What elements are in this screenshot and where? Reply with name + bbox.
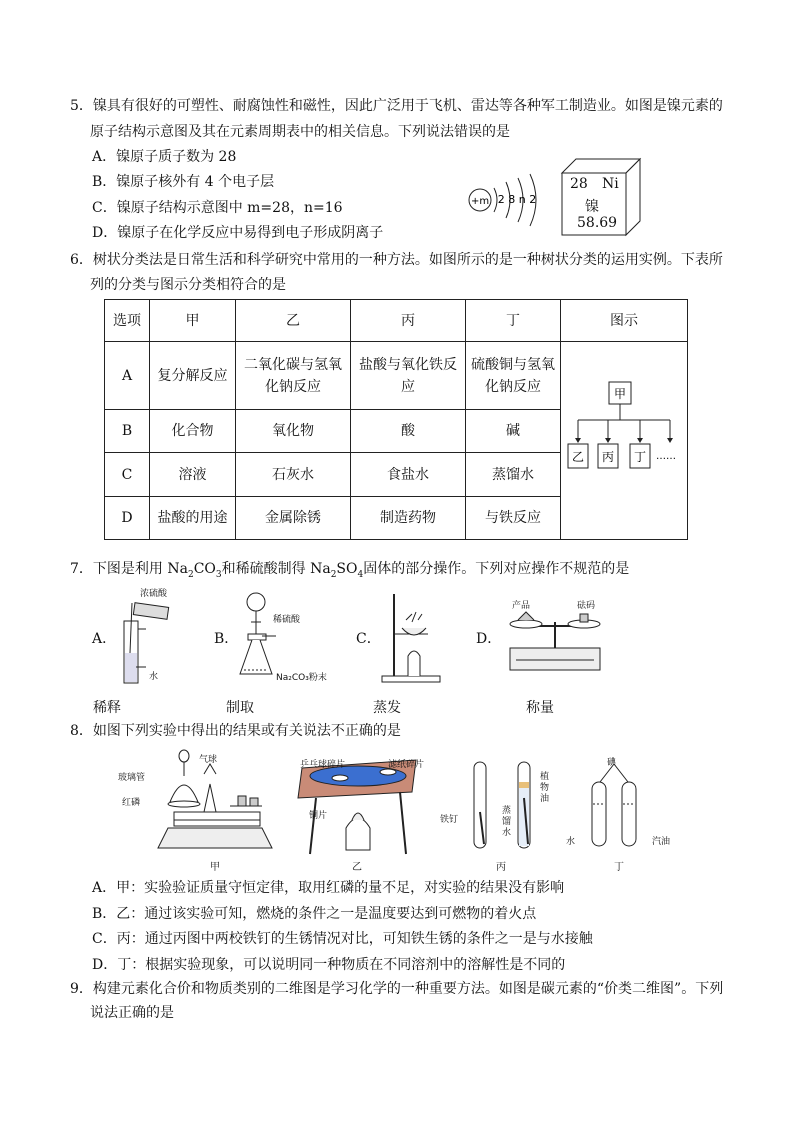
tree-leaf: 乙 xyxy=(571,450,585,464)
table-cell: 与铁反应 xyxy=(466,496,561,539)
label-iodine: 碘 xyxy=(607,758,617,768)
label-nail: 铁钉 xyxy=(440,815,459,825)
q5-stem-line2: 原子结构示意图及其在元素周期表中的相关信息。下列说法错误的是 xyxy=(90,124,510,140)
q7-sub: 3 xyxy=(215,569,222,580)
q7-sub: 4 xyxy=(357,569,364,580)
tree-diagram-cell xyxy=(561,342,688,540)
q5-option-a: A．镍原子质子数为 28 xyxy=(92,149,237,165)
label-product: 产品 xyxy=(512,601,531,611)
q7-sub: 2 xyxy=(187,569,194,580)
q8-caption-bing: 丙 xyxy=(496,862,506,873)
element-mass: 58.69 xyxy=(577,215,618,231)
q8-stem: 8．如图下列实验中得出的结果或有关说法不正确的是 xyxy=(70,723,401,739)
q8-option-d: D．丁：根据实验现象，可以说明同一种物质在不同溶剂中的溶解性是不同的 xyxy=(92,957,566,973)
tree-leaf: 丙 xyxy=(601,450,615,464)
q7-caption-a: 稀释 xyxy=(93,700,121,716)
q7-caption-d: 称量 xyxy=(526,700,554,716)
label-glass-tube: 玻璃管 xyxy=(118,773,146,783)
q9-stem-line2: 说法正确的是 xyxy=(90,1005,174,1021)
q7-caption-c: 蒸发 xyxy=(373,700,401,716)
element-number: 28 xyxy=(570,176,588,192)
atom-nucleus-label: +m xyxy=(470,196,490,207)
q7-mid1: CO xyxy=(193,561,216,577)
label-pingpong: 乒乓球碎片 xyxy=(300,760,346,770)
q7-suffix: 固体的部分操作。下列对应操作不规范的是 xyxy=(363,561,630,577)
atom-shells-label: 2 8 n 2 xyxy=(497,193,537,206)
label-gasoline: 汽油 xyxy=(652,837,671,847)
table-header-row xyxy=(105,300,688,342)
tree-leaf: 丁 xyxy=(633,450,647,464)
table-cell: 金属除锈 xyxy=(236,496,351,539)
label-powder: Na₂CO₃粉末 xyxy=(276,673,327,683)
q7-sub: 2 xyxy=(330,569,337,580)
q7-mid3: SO xyxy=(336,561,358,577)
label-conc-acid: 浓硫酸 xyxy=(140,589,168,599)
q8-option-a: A．甲：实验验证质量守恒定律，取用红磷的量不足，对实验的结果没有影响 xyxy=(92,880,565,896)
table-cell: 二氧化碳与氢氧化钠反应 xyxy=(236,342,351,410)
table-cell: 复分解反应 xyxy=(150,342,236,410)
label-filter-paper: 滤纸碎片 xyxy=(388,760,425,770)
q6-stem-line2: 列的分类与图示分类相符合的是 xyxy=(90,277,286,293)
table-cell: 溶液 xyxy=(150,453,236,496)
element-symbol: Ni xyxy=(602,176,619,192)
table-header: 选项 xyxy=(105,300,150,342)
experiment-ding-apparatus xyxy=(580,752,660,852)
table-cell: 食盐水 xyxy=(351,453,466,496)
q8-caption-jia: 甲 xyxy=(210,862,220,873)
q9-stem-line1: 9．构建元素化合价和物质类别的二维图是学习化学的一种重要方法。如图是碳元素的“价类二维图”。下列 xyxy=(70,981,724,997)
label-copper: 铜片 xyxy=(309,811,328,821)
q5-option-d: D．镍原子在化学反应中易得到电子形成阴离子 xyxy=(92,225,384,241)
q8-option-c: C．丙：通过丙图中两校铁钉的生锈情况对比，可知铁生锈的条件之一是与水接触 xyxy=(92,931,593,947)
label-red-p: 红磷 xyxy=(122,798,141,808)
evaporation-apparatus xyxy=(372,590,442,690)
classification-table xyxy=(104,299,688,540)
label-q8-water: 水 xyxy=(566,837,576,847)
label-balloon: 气球 xyxy=(199,755,218,765)
table-cell: C xyxy=(105,453,150,496)
table-header: 甲 xyxy=(150,300,236,342)
label-water: 水 xyxy=(149,672,159,682)
table-cell: 石灰水 xyxy=(236,453,351,496)
table-cell: D xyxy=(105,496,150,539)
table-cell: B xyxy=(105,410,150,453)
q7-caption-b: 制取 xyxy=(226,700,254,716)
q7-mid2: 和稀硫酸制得 Na xyxy=(221,561,331,577)
table-cell: 碱 xyxy=(466,410,561,453)
q8-caption-yi: 乙 xyxy=(352,862,362,873)
q6-stem-line1: 6．树状分类法是日常生活和科学研究中常用的一种方法。如图所示的是一种树状分类的运用实例。下表所 xyxy=(70,252,723,268)
q7-letter-b: B． xyxy=(214,631,239,647)
q8-option-b: B．乙：通过该实验可知，燃烧的条件之一是温度要达到可燃物的着火点 xyxy=(92,906,537,922)
label-weights: 砝码 xyxy=(577,601,596,611)
label-veg-oil: 植物油 xyxy=(540,772,550,804)
label-dilute-acid: 稀硫酸 xyxy=(273,615,301,625)
table-cell: 酸 xyxy=(351,410,466,453)
q7-letter-a: A． xyxy=(92,631,117,647)
q8-caption-ding: 丁 xyxy=(614,862,624,873)
tree-root: 甲 xyxy=(613,387,627,401)
table-cell: 化合物 xyxy=(150,410,236,453)
q7-letter-d: D． xyxy=(476,631,502,647)
q5-option-c: C．镍原子结构示意图中 m=28，n=16 xyxy=(92,200,343,216)
table-header: 丁 xyxy=(466,300,561,342)
q7-prefix: 7．下图是利用 Na xyxy=(70,561,188,577)
table-cell: 盐酸的用途 xyxy=(150,496,236,539)
table-cell: A xyxy=(105,342,150,410)
tree-diagram xyxy=(564,342,684,532)
tree-leaf: …… xyxy=(656,451,676,462)
element-name: 镍 xyxy=(585,199,599,215)
table-header: 图示 xyxy=(561,300,688,342)
table-cell: 蒸馏水 xyxy=(466,453,561,496)
nickel-atom-diagram xyxy=(462,170,562,230)
table-header: 丙 xyxy=(351,300,466,342)
table-cell: 制造药物 xyxy=(351,496,466,539)
label-distilled: 蒸馏水 xyxy=(502,806,512,838)
q5-stem-line1: 5．镍具有很好的可塑性、耐腐蚀性和磁性，因此广泛用于飞机、雷达等各种军工制造业。如图是镍元素的 xyxy=(70,98,723,114)
table-cell: 硫酸铜与氢氧化钠反应 xyxy=(466,342,561,410)
table-row xyxy=(105,342,688,410)
q5-option-b: B．镍原子核外有 4 个电子层 xyxy=(92,174,275,190)
table-header: 乙 xyxy=(236,300,351,342)
table-cell: 氧化物 xyxy=(236,410,351,453)
table-cell: 盐酸与氧化铁反应 xyxy=(351,342,466,410)
q7-letter-c: C． xyxy=(356,631,381,647)
